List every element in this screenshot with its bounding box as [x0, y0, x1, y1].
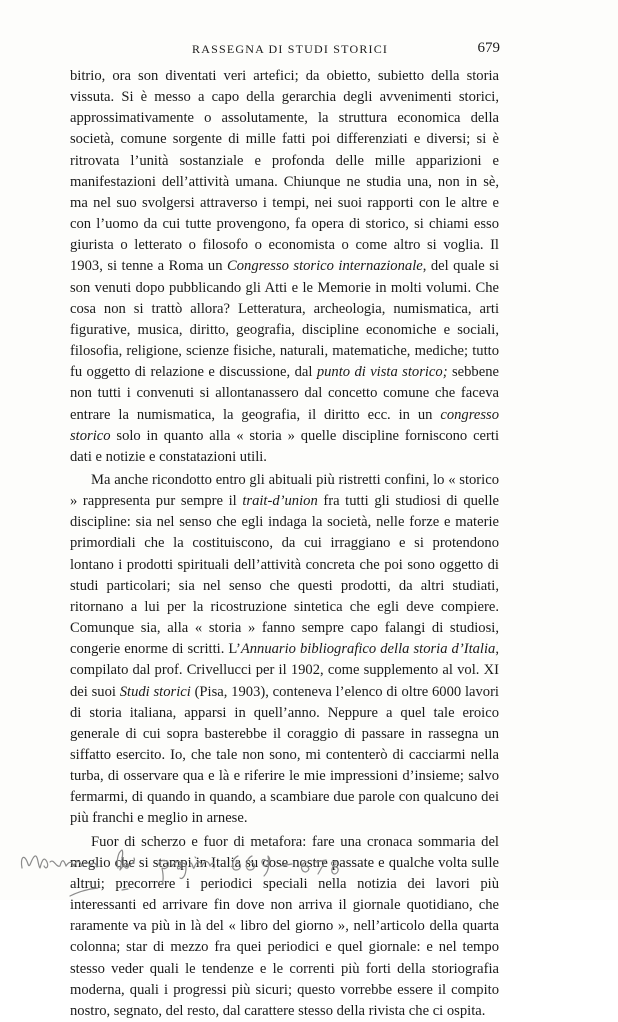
text-segment: Ma anche ricondotto entro gli abituali più ristretti confini, lo « storico » rappresenta pur sempre il: [70, 471, 499, 510]
article-body: [70, 66, 499, 1022]
italic-text: punto di vista storico;: [316, 364, 448, 381]
paragraph: [70, 66, 499, 468]
text-segment: fra tutti gli studiosi di quelle discipline: sia nel senso che egli indaga la società, nelle forze e materie primordiali che la costituiscono, da cui irraggiano e si protendono lontano i prodotti spirituali dell’attività concreta che poi sono oggetto di studi particolari; sia nel senso che questi prodotti, da altri studiati, ritornano a lui per la ricostruzione sintetica che egli deve compiere. Comunque sia, alla « storia » fanno sempre capo falangi di studiosi, congerie enorme di scritti. L’: [70, 493, 499, 658]
page-number: 679: [477, 40, 500, 56]
running-title: RASSEGNA DI STUDI STORICI: [192, 42, 389, 56]
text-segment: (Pisa, 1903), conteneva l’elenco di oltre 6000 lavori di storia italiana, apparsi in quell’anno. Neppure a quel tale eroico generale di cui sopra basterebbe il coraggio di passare in rassegna un siffatto esercito. Io, che tale non sono, mi contenterò di cacciarmi nella turba, di osservare qua e là e riferire le mie impressioni d’insieme; salvo fermarmi, di quando in quando, a scambiare due parole con qualcuno dei più franchi e meglio in arnese.: [70, 683, 499, 827]
italic-text: trait-d’union: [242, 493, 318, 510]
paragraph: [70, 832, 499, 1022]
text-segment: sebbene non tutti i convenuti si allontanassero dal concetto comune che faceva entrare la numismatica, la geografia, il diritto ecc. in un: [70, 364, 499, 423]
italic-text: Annuario bibliografico della storia d’Italia: [240, 641, 496, 658]
text-segment: , compilato dal prof. Crivellucci per il 1902, come supplemento al vol. XI dei suoi: [70, 641, 499, 700]
running-header: [70, 42, 500, 62]
text-segment: solo in quanto alla « storia » quelle discipline forniscono certi dati e notizie e constatazioni utili.: [70, 427, 499, 465]
paragraph: [70, 470, 499, 830]
italic-text: Congresso storico internazionale: [227, 258, 423, 275]
handwritten-note-text: [8, 852, 568, 853]
italic-text: congresso storico: [70, 406, 499, 444]
italic-text: Studi storici: [119, 683, 191, 700]
text-segment: Fuor di scherzo e fuor di metafora: fare una cronaca sommaria del meglio che si stampi in Italia su cose nostre passate e qualche volta sulle altrui; precorrere i periodici speciali nella notizia dei lavori più interessanti ed arrivare fin dove non arriva il giornale quotidiano, che raramente va più in là del « libro del giorno », nell’articolo della quarta colonna; star di mezzo fra quei periodici e quel giornale: e nel tempo stesso veder quali le tendenze e le correnti più forti della storiografia moderna, quali i progressi più sicuri; questo vorrebbe essere il compito nostro, segnato, del resto, dal carattere stesso della rivista che ci ospita.: [70, 833, 499, 1019]
text-segment: bitrio, ora son diventati veri artefici; da obietto, subietto della storia vissuta. Si è messo a capo della gerarchia degli avvenimenti storici, approssimativamente o assolutamente, la struttura economica della società, comune sorgente di mille fatti poi differenziati e diversi; si è ritrovata l’unità sostanziale e profonda delle mille apparizioni e manifestazioni dell’attività umana. Chiunque ne studia una, non in sè, ma nel suo svolgersi attraverso i tempi, nei suoi rapporti con le altre e con l’uomo da cui tutte provengono, fa opera di storico, si chiami esso giurista o letterato o filosofo o economista o come altro si voglia. Il 1903, si tenne a Roma un: [70, 68, 499, 275]
text-segment: , del quale si son venuti dopo pubblicando gli Atti e le Memorie in molti volumi. Che cosa non si trattò allora? Letteratura, archeologia, numismatica, arti figurative, musica, diritto, geografia, discipline economiche e sociali, filosofia, religione, scienze fisiche, naturali, matematiche, mediche; tutto fu oggetto di relazione e discussione, dal: [70, 258, 499, 381]
